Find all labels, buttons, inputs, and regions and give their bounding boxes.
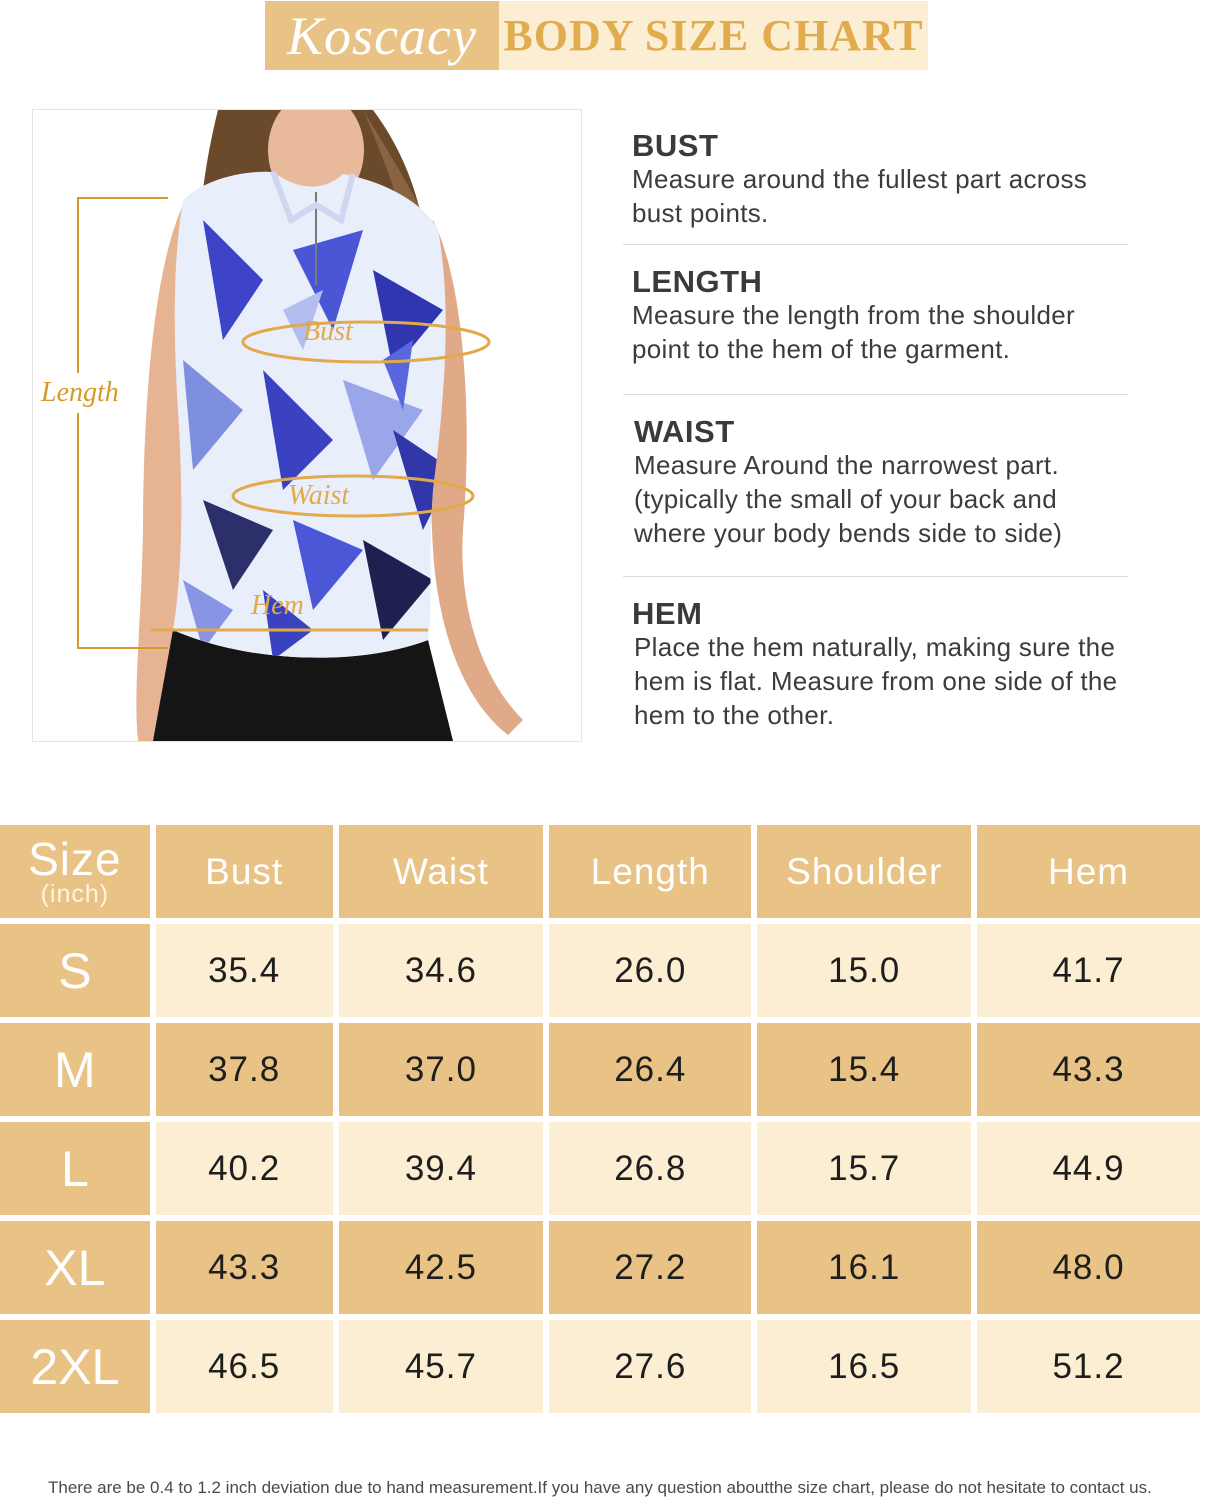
length-label: Length (41, 373, 119, 413)
table-row (0, 1320, 1200, 1413)
table-cell: 27.2 (549, 1221, 751, 1314)
size-column-header (0, 825, 150, 918)
header-banner (265, 1, 928, 70)
size-cell: S (0, 924, 150, 1017)
table-cell: 26.0 (549, 924, 751, 1017)
table-cell: 37.0 (339, 1023, 544, 1116)
model-illustration (33, 110, 581, 741)
table-cell: 15.7 (757, 1122, 971, 1215)
size-header-title: Size (28, 833, 122, 885)
table-cell: 39.4 (339, 1122, 544, 1215)
table-row (0, 1122, 1200, 1215)
table-cell: 40.2 (156, 1122, 333, 1215)
size-cell: XL (0, 1221, 150, 1314)
column-header-hem: Hem (977, 825, 1200, 918)
table-cell: 43.3 (156, 1221, 333, 1314)
hem-heading: HEM (632, 596, 703, 631)
length-heading: LENGTH (632, 264, 763, 299)
table-cell: 26.8 (549, 1122, 751, 1215)
table-cell: 15.4 (757, 1023, 971, 1116)
table-row (0, 1221, 1200, 1314)
size-cell: M (0, 1023, 150, 1116)
column-header-shoulder: Shoulder (757, 825, 971, 918)
table-cell: 35.4 (156, 924, 333, 1017)
waist-label: Waist (288, 480, 350, 511)
length-text: Measure the length from the shoulder point to the hem of the garment. (632, 300, 1075, 364)
table-cell: 27.6 (549, 1320, 751, 1413)
hem-description (623, 598, 1128, 738)
model-figure (32, 109, 582, 742)
table-cell: 16.5 (757, 1320, 971, 1413)
table-cell: 34.6 (339, 924, 544, 1017)
table-cell: 42.5 (339, 1221, 544, 1314)
table-cell: 51.2 (977, 1320, 1200, 1413)
column-header-length: Length (549, 825, 751, 918)
length-description (623, 266, 1128, 395)
hem-text: Place the hem naturally, making sure the hem is flat. Measure from one side of the hem to the other. (634, 632, 1118, 730)
table-row (0, 1023, 1200, 1116)
waist-heading: WAIST (634, 414, 735, 449)
waist-description (623, 416, 1128, 577)
footnote: There are be 0.4 to 1.2 inch deviation due to hand measurement.If you have any question aboutthe size chart, please do not hesitate to contact us. (48, 1478, 1152, 1497)
table-cell: 26.4 (549, 1023, 751, 1116)
bust-heading: BUST (632, 128, 719, 163)
column-header-waist: Waist (339, 825, 544, 918)
size-cell: 2XL (0, 1320, 150, 1413)
waist-text: Measure Around the narrowest part. (typically the small of your back and where your body bends side to side) (634, 450, 1063, 548)
page-title: BODY SIZE CHART (499, 1, 928, 70)
table-cell: 46.5 (156, 1320, 333, 1413)
table-cell: 15.0 (757, 924, 971, 1017)
bust-description (623, 130, 1128, 245)
table-cell: 37.8 (156, 1023, 333, 1116)
size-cell: L (0, 1122, 150, 1215)
table-cell: 44.9 (977, 1122, 1200, 1215)
table-row (0, 924, 1200, 1017)
brand-logo: Koscacy (265, 1, 499, 70)
size-header-unit: (inch) (40, 880, 110, 908)
table-cell: 41.7 (977, 924, 1200, 1017)
size-table (0, 819, 1206, 1419)
bust-label: Bust (303, 316, 353, 347)
table-cell: 16.1 (757, 1221, 971, 1314)
column-header-bust: Bust (156, 825, 333, 918)
bust-text: Measure around the fullest part across bust points. (632, 164, 1088, 228)
table-cell: 45.7 (339, 1320, 544, 1413)
table-cell: 43.3 (977, 1023, 1200, 1116)
hem-label: Hem (251, 590, 304, 621)
table-header-row (0, 825, 1200, 918)
table-cell: 48.0 (977, 1221, 1200, 1314)
